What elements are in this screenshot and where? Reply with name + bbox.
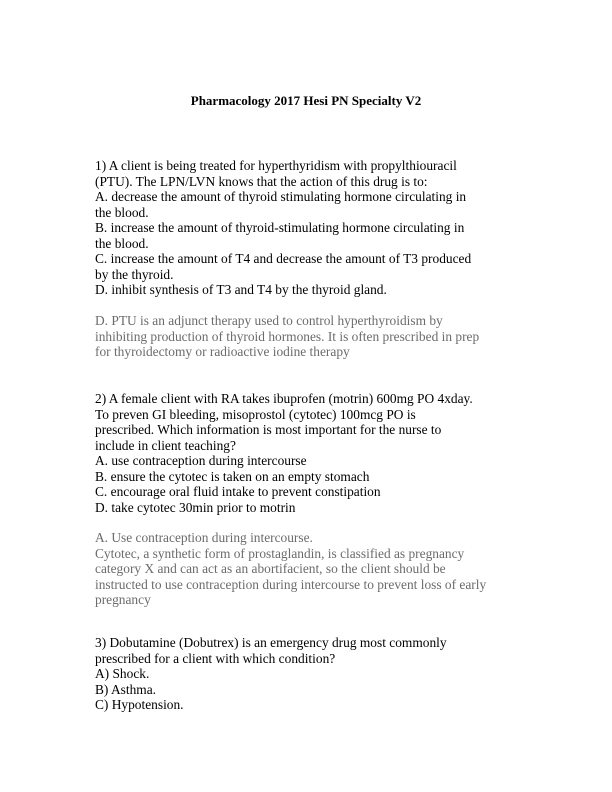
answer-line: for thyroidectomy or radioactive iodine therapy [95, 344, 350, 359]
option-line: C. encourage oral fluid intake to prevent constipation [95, 484, 381, 499]
option-line: the blood. [95, 235, 149, 251]
answer-2 [95, 530, 515, 608]
question-line: (PTU). The LPN/LVN knows that the action of this drug is to: [95, 173, 428, 189]
option-line: B) Asthma. [95, 681, 157, 697]
page-title: Pharmacology 2017 Hesi PN Specialty V2 [190, 93, 422, 108]
answer-line: instructed to use contraception during intercourse to prevent loss of early [95, 576, 487, 592]
question-line: To preven GI bleeding, misoprostol (cytotec) 100mcg PO is [95, 406, 416, 422]
question-line: include in client teaching? [95, 437, 236, 453]
question-line: 3) Dobutamine (Dobutrex) is an emergency drug most commonly [95, 635, 447, 650]
answer-line: inhibiting production of thyroid hormones. It is often prescribed in prep [95, 328, 480, 344]
option-line: C) Hypotension. [95, 697, 184, 712]
option-line: A. use contraception during intercourse [95, 453, 307, 468]
option-line: the blood. [95, 204, 149, 220]
question-line: prescribed. Which information is most important for the nurse to [95, 422, 442, 437]
answer-line: A. Use contraception during intercourse. [95, 530, 313, 545]
question-line: 1) A client is being treated for hyperthyridism with propylthiouracil [95, 158, 457, 173]
option-line: B. ensure the cytotec is taken on an empty stomach [95, 468, 370, 484]
question-2 [95, 391, 515, 515]
question-line: prescribed for a client with which condition? [95, 650, 336, 666]
answer-line: D. PTU is an adjunct therapy used to control hyperthyroidism by [95, 313, 443, 328]
option-line: by the thyroid. [95, 266, 174, 282]
answer-1 [95, 313, 515, 360]
question-3 [95, 635, 515, 713]
answer-line: pregnancy [95, 592, 151, 607]
answer-line: category X and can act as an abortifacient, so the client should be [95, 561, 446, 576]
question-1 [95, 158, 515, 298]
option-line: B. increase the amount of thyroid-stimulating hormone circulating in [95, 220, 465, 235]
option-line: D. inhibit synthesis of T3 and T4 by the thyroid gland. [95, 282, 387, 297]
question-line: 2) A female client with RA takes ibuprofen (motrin) 600mg PO 4xday. [95, 391, 473, 406]
option-line: C. increase the amount of T4 and decrease the amount of T3 produced [95, 251, 472, 266]
option-line: D. take cytotec 30min prior to motrin [95, 499, 296, 515]
option-line: A. decrease the amount of thyroid stimulating hormone circulating in [95, 189, 467, 204]
option-line: A) Shock. [95, 666, 150, 681]
answer-line: Cytotec, a synthetic form of prostaglandin, is classified as pregnancy [95, 545, 465, 561]
